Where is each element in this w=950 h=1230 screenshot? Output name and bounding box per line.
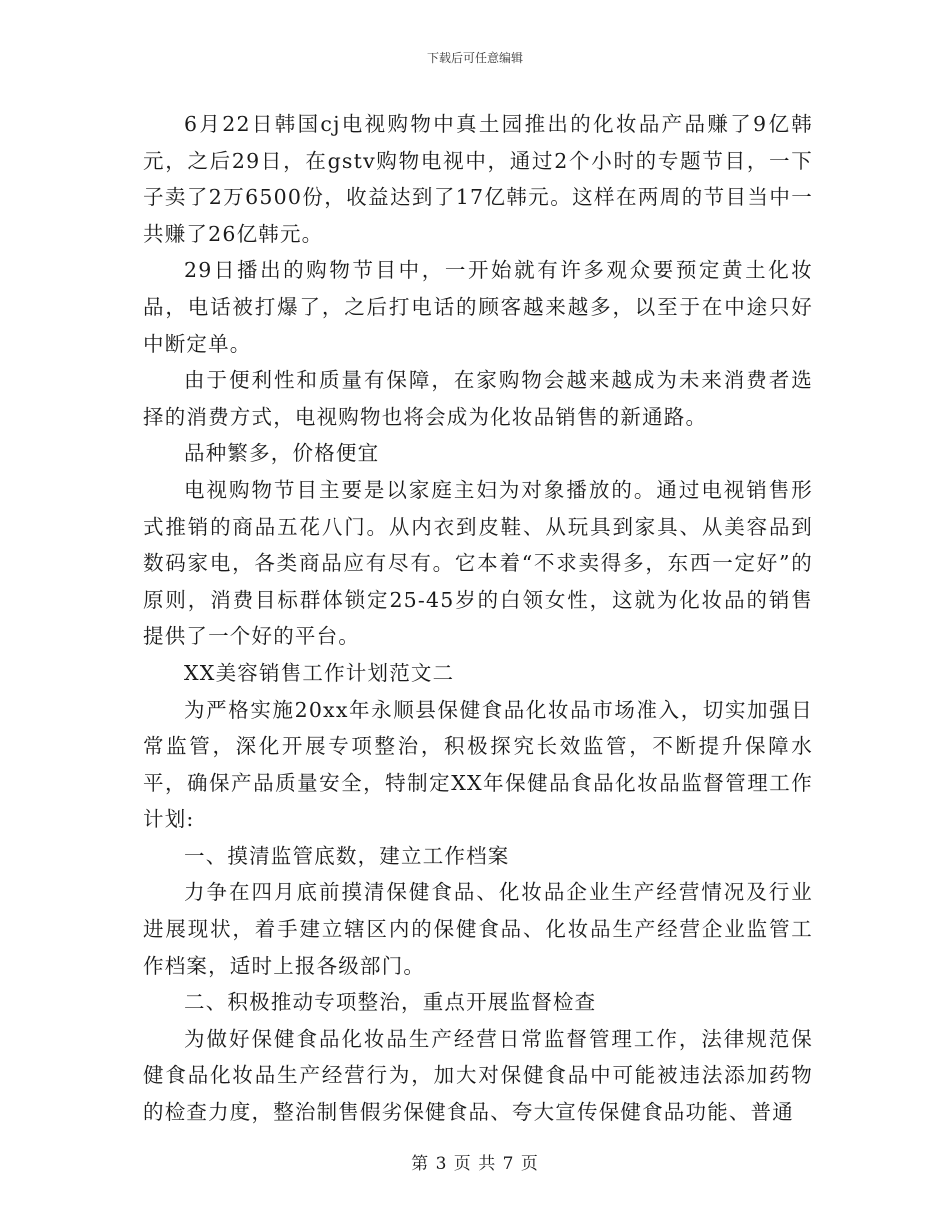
- paragraph-3: 由于便利性和质量有保障，在家购物会越来越成为未来消费者选择的消费方式，电视购物也将会成为化妆品销售的新通路。: [143, 368, 813, 429]
- section-heading-two: 二、积极推动专项整治，重点开展监督检查: [184, 990, 597, 1015]
- section-heading-plan-two: XX美容销售工作计划范文二: [184, 660, 455, 685]
- paragraph-5: 为严格实施20xx年永顺县保健食品化妆品市场准入，切实加强日常监管，深化开展专项整治，积极探究长效监管，不断提升保障水平，确保产品质量安全，特制定XX年保健品食品化妆品监督管理工作计划:: [143, 697, 813, 832]
- document-body: [143, 106, 813, 1131]
- page-number: 第 3 页 共 7 页: [411, 1154, 539, 1174]
- paragraph-6: 力争在四月底前摸清保健食品、化妆品企业生产经营情况及行业进展现状，着手建立辖区内的保健食品、化妆品生产经营企业监管工作档案，适时上报各级部门。: [143, 880, 813, 978]
- page-header: 下载后可任意编辑: [426, 51, 523, 65]
- section-heading-one: 一、摸清监管底数，建立工作档案: [184, 843, 510, 868]
- section-heading-variety: 品种繁多，价格便宜: [184, 441, 380, 466]
- paragraph-4: 电视购物节目主要是以家庭主妇为对象播放的。通过电视销售形式推销的商品五花八门。从内衣到皮鞋、从玩具到家具、从美容品到数码家电，各类商品应有尽有。它本着“不求卖得多，东西一定好”的原则，消费目标群体锁定25-45岁的白领女性，这就为化妆品的销售提供了一个好的平台。: [143, 477, 813, 649]
- paragraph-7: 为做好保健食品化妆品生产经营日常监督管理工作，法律规范保健食品化妆品生产经营行为，加大对保健食品中可能被违法添加药物的检查力度，整治制售假劣保健食品、夸大宣传保健食品功能、普通: [143, 1026, 813, 1125]
- paragraph-2: 29日播出的购物节目中，一开始就有许多观众要预定黄土化妆品，电话被打爆了，之后打电话的顾客越来越多，以至于在中途只好中断定单。: [143, 258, 813, 356]
- paragraph-1: 6月22日韩国cj电视购物中真土园推出的化妆品产品赚了9亿韩元，之后29日，在gstv购物电视中，通过2个小时的专题节目，一下子卖了2万6500份，收益达到了17亿韩元。这样在两周的节目当中一共赚了26亿韩元。: [143, 112, 813, 246]
